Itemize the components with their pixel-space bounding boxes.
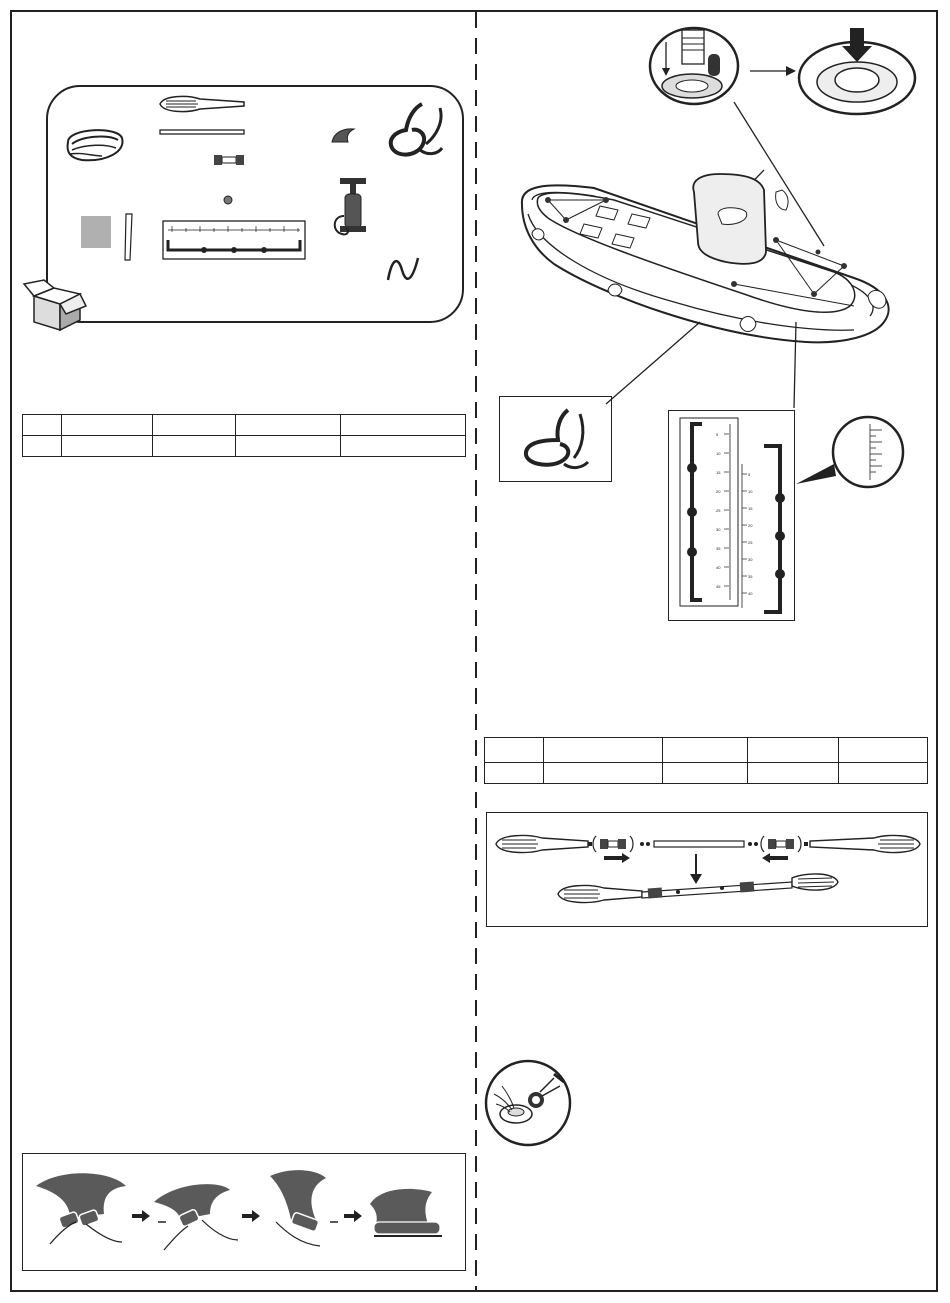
table-cell — [544, 738, 663, 763]
table-cell — [839, 738, 928, 763]
column-divider — [474, 12, 478, 1290]
callout-leaders — [600, 320, 810, 410]
oar-blade-icon — [158, 93, 248, 115]
gauge-zoom-detail — [830, 414, 906, 490]
table-row — [23, 415, 466, 436]
valve-plug-icon — [222, 194, 234, 206]
table-cell — [663, 763, 748, 784]
skeg-install-steps — [30, 1162, 460, 1264]
arrow-icon — [748, 64, 798, 78]
gauge-tick-label: 10 — [748, 489, 753, 494]
skeg-step-2 — [154, 1184, 238, 1250]
table-cell — [663, 738, 748, 763]
table-cell — [23, 415, 62, 436]
seat-strip-icon — [122, 212, 136, 262]
spec-table-left — [22, 414, 466, 457]
table-cell — [62, 436, 153, 457]
gauge-tick-label: 35 — [716, 546, 721, 551]
folded-kayak-icon — [62, 122, 128, 166]
table-cell — [485, 763, 544, 784]
gauge-tick-label: 20 — [716, 489, 721, 494]
table-row — [485, 738, 928, 763]
gauge-tick-label: 25 — [716, 508, 721, 513]
tie-strap-icon — [384, 252, 424, 284]
gauge-tick-label: 25 — [748, 540, 753, 545]
table-cell — [23, 436, 62, 457]
table-cell — [748, 763, 839, 784]
scale-sticker-icon — [162, 220, 306, 260]
rope-icon — [384, 100, 450, 166]
gauge-tick-label: 35 — [748, 574, 753, 579]
oar-assembly-diagram — [492, 822, 924, 920]
repair-patch-icon — [81, 216, 111, 248]
table-cell — [341, 436, 466, 457]
hand-pump-icon — [330, 176, 376, 238]
rope-icon — [516, 406, 596, 472]
table-cell — [341, 415, 466, 436]
gauge-tick-label: 40 — [748, 591, 753, 596]
gauge-tick-label: 5 — [748, 472, 751, 477]
shaft-connector-icon — [212, 153, 248, 167]
table-cell — [153, 436, 236, 457]
gauge-tick-label: 5 — [716, 432, 719, 437]
gauge-tick-label: 30 — [748, 557, 753, 562]
table-cell — [839, 763, 928, 784]
gauge-tick-label: 10 — [716, 451, 721, 456]
table-cell — [62, 415, 153, 436]
skeg-step-3 — [270, 1170, 338, 1246]
oar-shaft-icon — [158, 128, 248, 136]
gauge-tick-label: 40 — [716, 565, 721, 570]
open-box-icon — [20, 276, 88, 334]
table-cell — [153, 415, 236, 436]
gauge-tick-label: 20 — [748, 523, 753, 528]
table-row — [485, 763, 928, 784]
gauge-tick-label: 15 — [748, 506, 753, 511]
table-cell — [236, 436, 341, 457]
gauge-tick-label: 45 — [716, 584, 721, 589]
gauge-tick-label: 30 — [716, 527, 721, 532]
skeg-step-1 — [36, 1173, 126, 1244]
skeg-step-4 — [370, 1189, 442, 1236]
table-cell — [748, 738, 839, 763]
spec-table-right — [484, 737, 928, 784]
gauge-tick-label: 15 — [716, 470, 721, 475]
table-row — [23, 436, 466, 457]
gauge-sticker — [676, 416, 788, 614]
table-cell — [485, 738, 544, 763]
table-cell — [544, 763, 663, 784]
skeg-fin-icon — [330, 126, 356, 144]
table-cell — [236, 415, 341, 436]
valve-inflation-detail — [482, 1058, 574, 1148]
